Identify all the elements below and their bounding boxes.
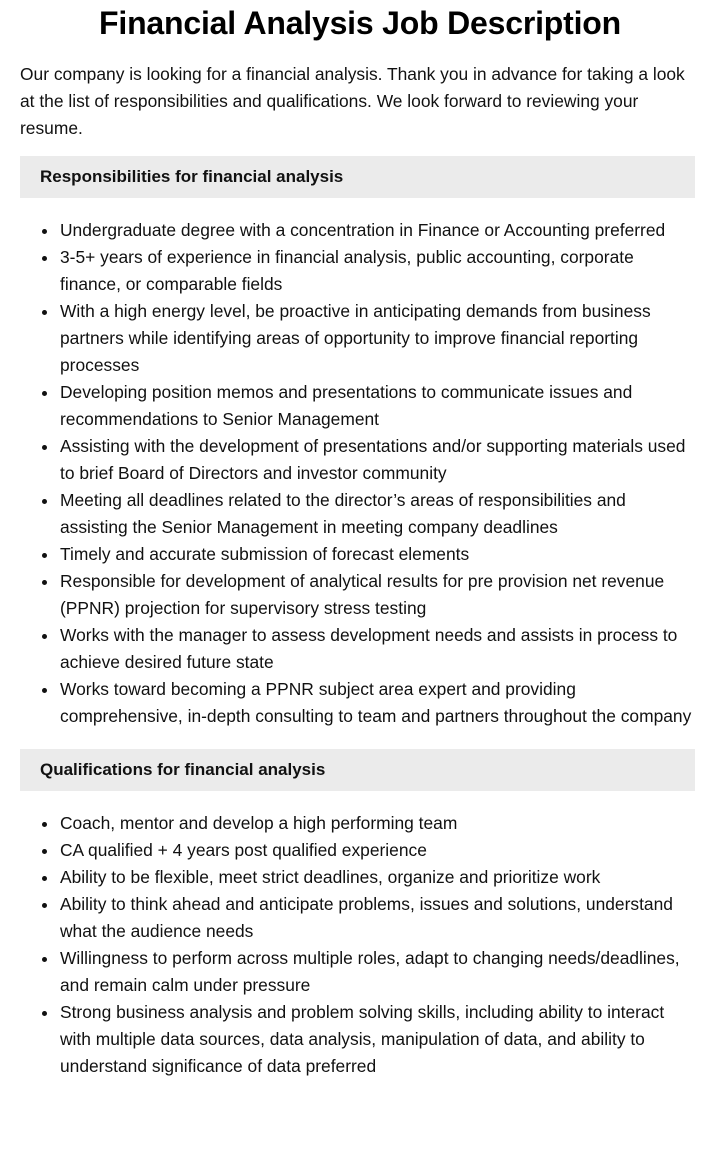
- responsibility-item: Works toward becoming a PPNR subject area expert and providing comprehensive, in-depth consulting to team and partners throughout the company: [60, 676, 700, 730]
- responsibilities-heading: Responsibilities for financial analysis: [20, 156, 695, 198]
- qualification-item: Ability to be flexible, meet strict deadlines, organize and prioritize work: [60, 864, 700, 891]
- responsibility-item: 3-5+ years of experience in financial analysis, public accounting, corporate finance, or comparable fields: [60, 244, 700, 298]
- qualification-item: Coach, mentor and develop a high performing team: [60, 810, 700, 837]
- responsibility-item: Responsible for development of analytical results for pre provision net revenue (PPNR) projection for supervisory stress testing: [60, 568, 700, 622]
- qualification-item: Willingness to perform across multiple roles, adapt to changing needs/deadlines, and remain calm under pressure: [60, 945, 700, 999]
- qualification-item: Ability to think ahead and anticipate problems, issues and solutions, understand what the audience needs: [60, 891, 700, 945]
- responsibility-item: Timely and accurate submission of forecast elements: [60, 541, 700, 568]
- responsibility-item: With a high energy level, be proactive in anticipating demands from business partners while identifying areas of opportunity to improve financial reporting processes: [60, 298, 700, 379]
- qualification-item: CA qualified + 4 years post qualified experience: [60, 837, 700, 864]
- responsibility-item: Developing position memos and presentations to communicate issues and recommendations to Senior Management: [60, 379, 700, 433]
- qualification-item: Strong business analysis and problem solving skills, including ability to interact with multiple data sources, data analysis, manipulation of data, and ability to understand significance of data preferred: [60, 999, 700, 1080]
- qualifications-heading: Qualifications for financial analysis: [20, 749, 695, 791]
- qualifications-list: [20, 810, 700, 1080]
- responsibility-item: Undergraduate degree with a concentration in Finance or Accounting preferred: [60, 217, 700, 244]
- intro-paragraph: Our company is looking for a financial analysis. Thank you in advance for taking a look at the list of responsibilities and qualifications. We look forward to reviewing your resume.: [20, 64, 685, 138]
- responsibility-item: Meeting all deadlines related to the director’s areas of responsibilities and assisting the Senior Management in meeting company deadlines: [60, 487, 700, 541]
- responsibility-item: Assisting with the development of presentations and/or supporting materials used to brief Board of Directors and investor community: [60, 433, 700, 487]
- page-title: Financial Analysis Job Description: [99, 5, 621, 41]
- responsibilities-list: [20, 217, 700, 730]
- responsibility-item: Works with the manager to assess development needs and assists in process to achieve desired future state: [60, 622, 700, 676]
